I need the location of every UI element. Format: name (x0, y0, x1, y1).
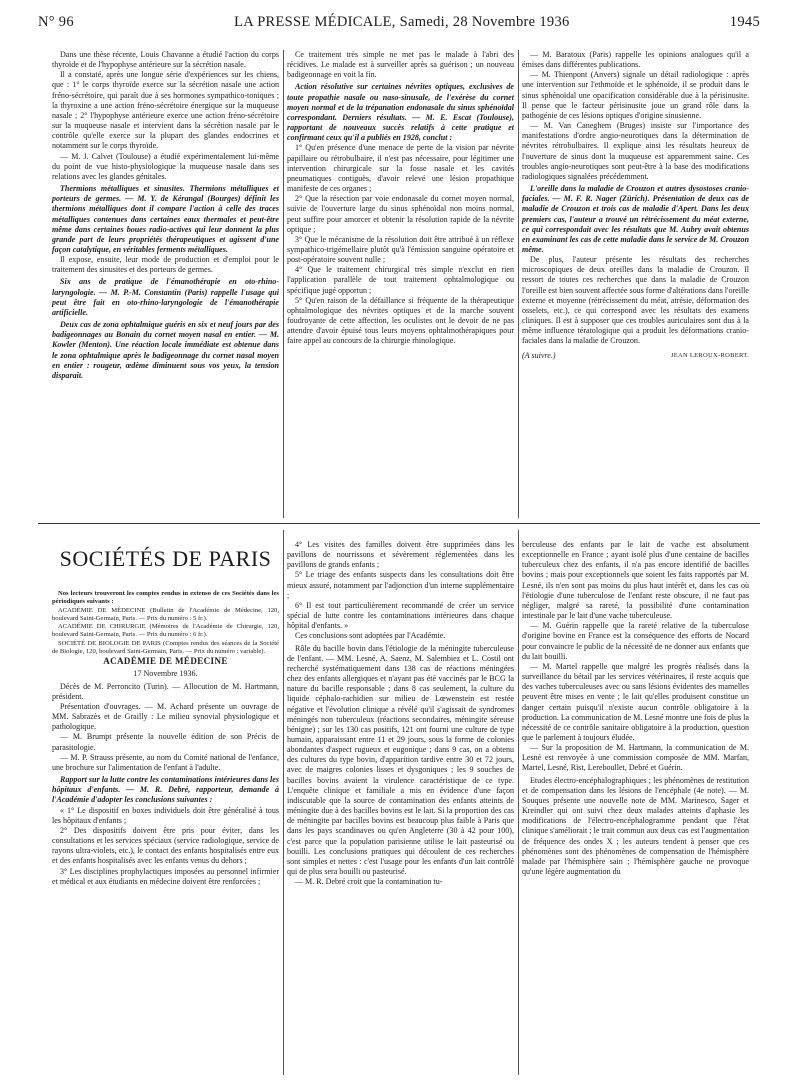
paragraph-heading: Action résolutive sur certaines névrites optiques, exclusives de toute propathie nasale ou naso-sinusale, de l'exérèse du cornet moyen normal et de la trépanation endonasale du sinus sphénoïdal correspondant. Derniers résultats. — M. E. Escat (Toulouse), rapportant de nouveaux succès relatifs à cette pratique et confirmant ceux qu'il a publiés en 1928, conclut : (287, 82, 514, 143)
paragraph: 4° Les visites des familles doivent être supprimées dans les pavillons de nourrissons et sévèrement réglementées dans les pavillons de grands enfants ; (287, 540, 514, 570)
column-rule (518, 50, 519, 518)
notice-entry: ACADÉMIE DE MÉDECINE (Bulletin de l'Académie de Médecine, 120, boulevard Saint-Germain, Paris. — Prix du numéro : 5 fr.). (52, 606, 279, 622)
notice-intro: Nos lecteurs trouveront les comptes rendus in extenso de ces Sociétés dans les périodiques suivants : (52, 590, 279, 606)
paragraph: De plus, l'auteur présente les résultats des recherches microscopiques de deux oreilles dans la maladie de Crouzon. Il ressort de toutes ces recherches que dans la maladie de Crouzon l'oreille est bien souvent affectée sous forme d'altérations dans l'oreille externe et moyenne (rétrécissement du méat, atrésie, déformation des osselets, etc.), ce qui correspond avec les résultats des examens cliniques. Il est à supposer que ces troubles auriculaires sont dus à la même influence tératologique qui a produit les déformations cranio-faciales dans la maladie de Crouzon. (522, 255, 749, 346)
top-column-3 (522, 50, 749, 361)
paragraph: Ce traitement très simple ne met pas le malade à l'abri des récidives. Le malade est à surveiller après sa guérison ; un nouveau badigeonnage en voit la fin. (287, 50, 514, 80)
author-signature: JEAN LEROUX-ROBERT. (670, 351, 749, 359)
page-header (38, 14, 760, 40)
paragraph: — M. Martel rappelle que malgré les progrès réalisés dans la surveillance du bétail par les services vétérinaires, il reste acquis que des vaches tuberculeuses avec ou sans lésions évidentes des mamelles peuvent être mises en vente ; le lait qu'elles produisent constitue un danger certain puisqu'il n'existe aucun contrôle obligatoire à la production. La communication de M. Lesné montre une fois de plus la nécessité de ce contrôle sanitaire obligatoire à la production, question que le parlement à toujours éludée. (522, 661, 749, 742)
paragraph: Dans une thèse récente, Louis Chavanne a étudié l'action du corps thyroïde et de l'hypophyse antérieure sur la sécrétion nasale. (52, 50, 279, 70)
paragraph: 2° Des dispositifs doivent être pris pour éviter, dans les consultations et les services spéciaux (service radiologique, service de rayons ultra-violets, etc.), le contact des enfants hospitalisés entre eux et des enfants hospitalisés avec les enfants venus du dehors ; (52, 825, 279, 866)
paragraph-heading: Six ans de pratique de l'émanothérapie en oto-rhino-laryngologie. — M. P.-M. Constantin (Paris) rappelle l'usage qui peut être fait en oto-rhino-laryngologie de l'émanothérapie artificielle. (52, 277, 279, 317)
paragraph: — M. Van Caneghem (Bruges) insiste sur l'importance des manifestations d'ordre angio-neurotiques dans la détermination de névrites rétrobulbaires. Il explique ainsi les résultats heureux de l'ouverture de sinus dont la muqueuse est apparemment saine. Ces troubles angio-neurotiques sont peut-être à la base des modifications radiologiques signalées précédemment. (522, 121, 749, 181)
paragraph: 6° Il est tout particulièrement recommandé de créer un service spécial de lutte contre les contaminations intérieures dans chaque hôpital d'enfants. » (287, 600, 514, 631)
paragraph-heading: Deux cas de zona ophtalmique guéris en six et neuf jours par des badigeonnages au Bonain du cornet moyen nasal en entier. — M. Kowler (Menton). Une réaction locale immédiate est obtenue dans le zona ophtalmique après le badigeonnage du cornet nasal moyen en entier : rougeur, œdème diminuent sous vos yeux, la tension disparaît. (52, 320, 279, 380)
journal-title: LA PRESSE MÉDICALE, Samedi, 28 Novembre 1936 (234, 14, 570, 30)
paragraph: « 1° Le dispositif en boxes individuels doit être généralisé à tous les hôpitaux d'enfants ; (52, 805, 279, 825)
paragraph: Ces conclusions sont adoptées par l'Académie. (295, 631, 446, 641)
paragraph: — Sur la proposition de M. Hartmann, la communication de M. Lesné est renvoyée à une commission composée de MM. Marfan, Martel, Lesné, Rist, Lereboullet, Debré et Guérin. (522, 743, 749, 773)
paragraph: 1° Qu'en présence d'une menace de perte de la vision par névrite papillaire ou rétrobulbaire, il n'est pas nécessaire, pour légitimer une intervention chirurgicale sur la fosse nasale et les cavités pneumatiques contiguës, d'avoir relevé une lésion propathique manifeste de ces organes ; (287, 143, 514, 194)
bottom-column-2 (287, 540, 514, 887)
paragraph: — M. R. Debré croit que la contamination tu- (295, 877, 443, 887)
paragraph: 5° Le triage des enfants suspects dans les consultations doit être mieux assuré, notamment par l'adjonction d'un interne supplémentaire ; (287, 570, 514, 600)
paragraph-heading: Rôle du bacille bovin dans l'étiologie de la méningite tuberculeuse de l'enfant. — MM. Lesné, A. Saenz, M. Salembiez et L. Costil ont recherché systématiquement dans 138 cas de réactions méningées chez des enfants allergiques et n'ayant pas été vaccinés par le BCG la nature du bacille responsable ; dans 8 cas seulement, la culture du liquide céphalo-rachidien sur milieu de Lœwenstein est restée négative et l'évolution clinique a révélé qu'il s'agissait de syndromes méningés non tuberculeux (réactions secondaires, méningite séreuse bénigne) ; sur les 130 cas positifs, 121 ont fourni une culture de type humain, apparaissant entre 11 et 29 jours, sous la forme de colonies abondantes d'aspect rugueux et eugonique ; dans 9 cas, on a obtenu des cultures du type bovin, d'apparition tardive entre 30 et 72 jours, avec de maigres colonies lisses et dysgoniques ; les 9 souches de bacilles bovins avaient la virulence caractéristique de ce type. L'enquête clinique et familiale a mis en évidence d'une façon indiscutable que la source de contamination des enfants atteints de méningite due à des bacilles bovins est le lait. Si la proportion des cas de méningite par bacilles bovins est beaucoup plus faible à Paris que dans les pays scandinaves ou qu'en Angleterre (30 à 42 pour 100), c'est parce que la population parisienne utilise le lait pasteurisé ou bouilli. Les conclusions pratiques qui découlent de ces recherches sont simples et nettes : c'est l'usage pour les enfants d'un lait contrôlé qui de plus sera bouilli ou pasteurisé. (287, 643, 514, 876)
paragraph: — M. J. Calvet (Toulouse) a étudié expérimentalement lui-même du point de vue histo-physiologique la muqueuse nasale dans ses relations avec les glandes génitales. (52, 151, 279, 181)
bottom-column-1 (52, 590, 279, 887)
page-number: 1945 (729, 14, 760, 30)
section-divider (38, 523, 760, 524)
notice-entry: ACADÉMIE DE CHIRURGIE (Mémoires de l'Académie de Chirurgie, 120, boulevard Saint-Germain, Paris. — Prix du numéro : 6 fr.). (52, 623, 279, 639)
paragraph-heading: Rapport sur la lutte contre les contaminations intérieures dans les hôpitaux d'enfants. — M. R. Debré, rapporteur, demande à l'Académie d'adopter les conclusions suivantes : (52, 775, 279, 805)
paragraph: 2° Que la résection par voie endonasale du cornet moyen normal, suivie de l'ouverture large du sinus sphénoïdal non moins normal, peut suffire pour amorcer et obtenir la résolution rapide de la névrite optique ; (287, 194, 514, 234)
paragraph-heading: L'oreille dans la maladie de Crouzon et autres dysostoses cranio-faciales. — M. F. R. Nager (Zürich). Présentation de deux cas de maladie de Crouzon et trois cas de maladie d'Apert. Dans les deux premiers cas, l'auteur a trouvé un rétrécissement du méat externe, ce qui correspondait avec les résultats que M. Aubry avait obtenus en examinant les cas de cette maladie dans le service de M. Crouzon même. (522, 184, 749, 254)
paragraph: 3° Les disciplines prophylactiques imposées au personnel infirmier et médical et aux étudiants en médecine doivent être renforcées ; (52, 866, 279, 886)
bottom-column-3 (522, 540, 749, 877)
paragraph: Présentation d'ouvrages. — M. Achard présente un ouvrage de MM. Sabrazès et de Grailly : Le milieu synovial physiologique et pathologique. (52, 702, 279, 732)
column-rule (518, 530, 519, 1075)
top-column-2 (287, 50, 514, 347)
article-footer (522, 351, 749, 361)
paragraph: berculeuse des enfants par le lait de vache est absolument exceptionnelle en France ; ayant isolé plus d'une centaine de bacilles tuberculeux chez des enfants, il n'a pas encore identifié de bacilles bovins ; mais pour exceptionnels que soient les faits rapportés par M. Lesné, ils n'en sont pas moins du plus haut intérêt et, dans les cas où l'étiologie d'une tuberculose de l'enfant reste obscure, il ne faut pas négliger, malgré sa rareté, la possibilité d'une contamination intestinale par le lait d'une vache tuberculeuse. (522, 540, 749, 621)
top-column-1 (52, 50, 279, 381)
issue-number: N° 96 (38, 14, 74, 30)
section-title: SOCIÉTÉS DE PARIS (59, 546, 272, 571)
notice-entry: SOCIÉTÉ DE BIOLOGIE DE PARIS (Comptes rendus des séances de la Société de Biologie, 120, boulevard Saint-Germain, Paris. — Prix du numéro : variable). (52, 639, 279, 656)
paragraph-heading: Thermions métalliques et sinusites. Thermions métalliques et porteurs de germes. — M. Y. de Kérangal (Bourges) définit les thermions métalliques dont il compare l'action à celle des traces métalliques contenues dans certaines eaux thermales et peut-être même dans certaines boues radio-actives qui leur donnent la plus grande part de leurs propriétés thérapeutiques et agissent d'une façon catalytique, en véritables ferments métalliques. (52, 184, 279, 254)
column-rule (283, 50, 284, 518)
paragraph: Il a constaté, après une longue série d'expériences sur les chiens, que : 1° le corps thyroïde exerce sur la sécrétion nasale une action fréno-sécrétoire, qui paraît due à ses hormones sympathico-toniques ; la thyroxine a une action fréno-sécrétoire énergique sur la muqueuse nasale ; 2° l'hypophyse antérieure exerce une action fréno-sécrétoire sur la muqueuse nasale et intervient dans la sécrétion nasale par le contrôle qu'elle exerce sur la plupart des glandes endocrines et notamment sur le corps thyroïde. (52, 70, 279, 151)
paragraph: 4° Que le traitement chirurgical très simple n'exclut en rien l'application parallèle de tout traitement ophtalmologique ou spécifique jugé opportun ; (287, 265, 514, 295)
paragraph: 3° Que le mécanisme de la résolution doit être attribué à un réflexe sympathico-trigémellaire plutôt qu'à l'émission sanguine opératoire et post-opératoire souvent nulle ; (287, 234, 514, 265)
paragraph-heading: Etudes électro-encéphalographiques ; les phénomènes de restitution et de compensation dans les lésions de l'encéphale (4e note). — M. Souques présente une nouvelle note de MM. Marinesco, Sager et Kreindler qui ont suivi chez deux malades atteints d'aphasie les modifications de l'électro-encéphalogramme pendant que l'état clinique s'améliorait ; le trait commun aux deux cas est l'augmentation de fréquence des ondes X ; les auteurs tendent à penser que ces phénomènes sont des phénomènes de compensation de l'hémisphère malade par l'hémisphère sain ; l'hémisphère gauche ne provoque qu'une légère augmentation du (522, 775, 749, 876)
paragraph: — M. Baratoux (Paris) rappelle les opinions analogues qu'il a émises dans différentes publications. (522, 50, 749, 70)
paragraph: — M. P. Strauss présente, au nom du Comité national de l'enfance, une brochure sur l'alimentation de l'enfant à l'adulte. (52, 752, 279, 772)
paragraph: — M. Thienpont (Anvers) signale un détail radiologique : après une intervention sur l'ethmoïde et le sphénoïde, il se produit dans le sinus sphénoïdal une opacification considérable due à la périsinusite. Il pense que le facteur périsinusite joue un grand rôle dans la pathogénie de ces lésions optiques d'origine sinusienne. (522, 70, 749, 120)
society-heading: ACADÉMIE DE MÉDECINE (103, 656, 228, 667)
periodicals-notice (52, 590, 279, 656)
paragraph: Décès de M. Perroncito (Turin). — Allocution de M. Hartmann, président. (52, 681, 279, 701)
paragraph: Il expose, ensuite, leur mode de production et d'emploi pour le traitement des sinusites et des porteurs de germes. (52, 255, 279, 275)
paragraph: — M. Guérin rappelle que la rareté relative de la tuberculose d'origine bovine en France est la conséquence des efforts de Nocard pour convaincre le public de la nécessité de ne donner aux enfants que du lait bouilli. (522, 621, 749, 661)
session-date: 17 Novembre 1936. (133, 668, 198, 678)
paragraph: — M. Brumpt présente la nouvelle édition de son Précis de parasitologie. (52, 732, 279, 752)
paragraph: 5° Qu'en raison de la défaillance si fréquente de la thérapeutique ophtalmologique des névrites optiques et de la marche souvent foudroyante de cette affection, les oculistes ont le devoir de ne pas attendre d'avoir épuisé tous leurs moyens ophtalmothérapiques pour faire appel au concours de la chirurgie rhinologique. (287, 295, 514, 346)
continued-note: (A suivre.) (522, 350, 556, 360)
column-rule (283, 530, 284, 1075)
